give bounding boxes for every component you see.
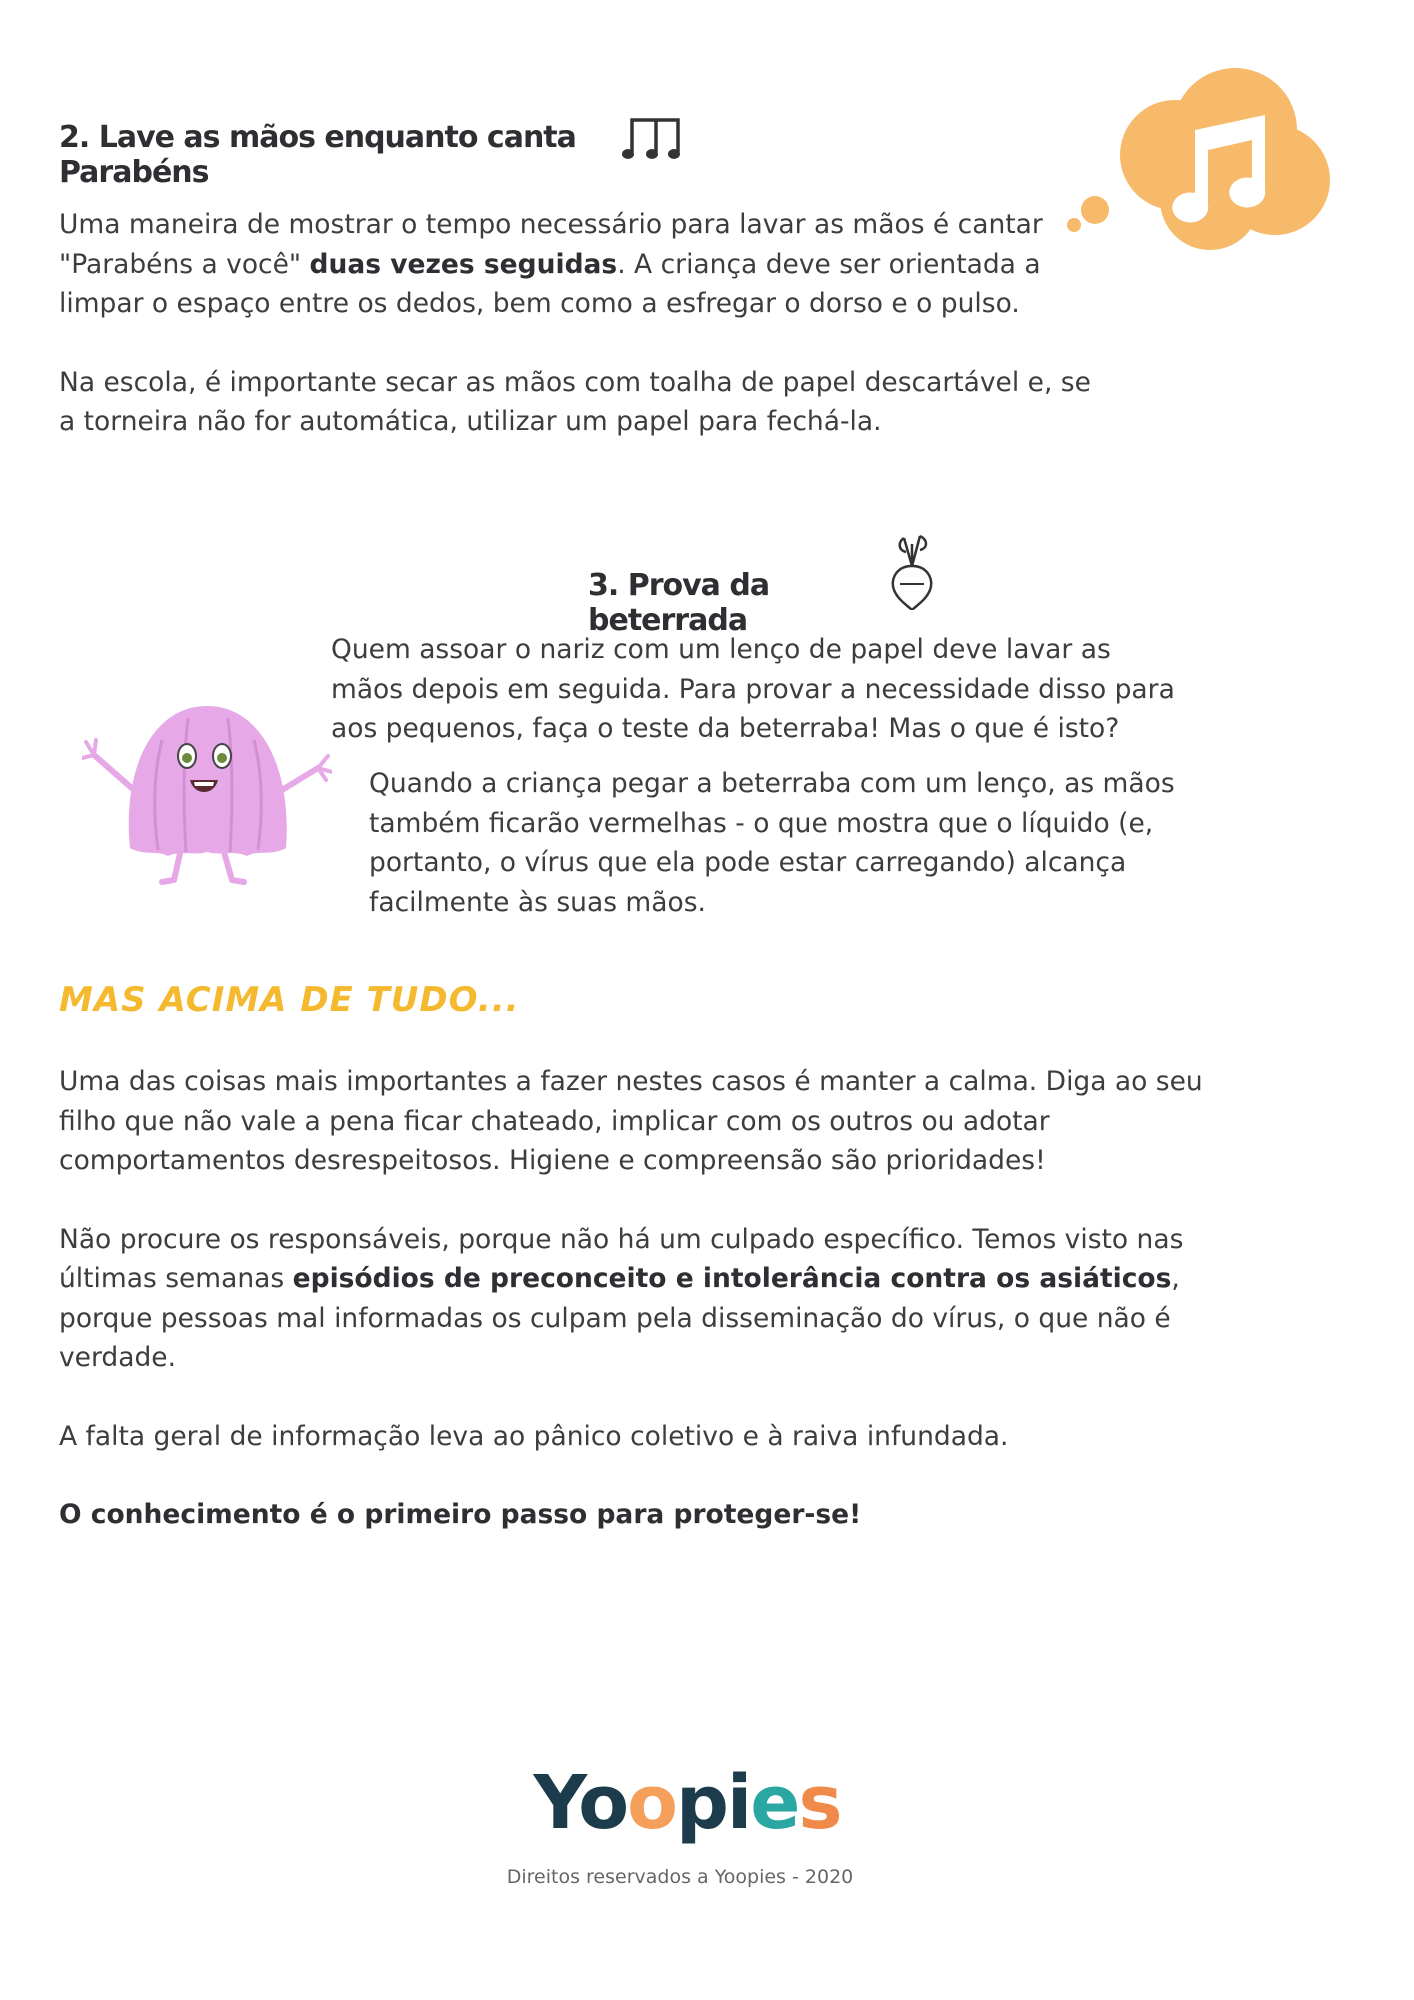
section4-paragraph-2: Não procure os responsáveis, porque não há um culpado específico. Temos visto nas últimas semanas episódios de preconceito e intolerância contra os asiáticos, porque pessoas mal informadas os culpam pela disseminação do vírus, o que não é verdade. <box>59 1223 1184 1373</box>
section3-paragraph-1: Quem assoar o nariz com um lenço de papel deve lavar as mãos depois em seguida. Para provar a necessidade disso para aos pequenos, faça o teste da beterraba! Mas o que é isto? <box>331 634 1175 744</box>
section4-paragraph-4: O conhecimento é o primeiro passo para proteger-se! <box>59 1499 862 1530</box>
section2-bold-text: duas vezes seguidas <box>309 248 618 280</box>
section4-body <box>59 1062 1219 1535</box>
yoopies-logo <box>532 1760 842 1846</box>
logo-wordmark: Yoopies <box>533 1760 841 1846</box>
section4-bold-text: episódios de preconceito e intolerância contra os asiáticos <box>292 1263 1172 1294</box>
section3-heading-text: 3. Prova da beterrada <box>588 568 770 638</box>
section4-heading-text: MAS ACIMA DE TUDO... <box>59 980 520 1020</box>
section2-paragraph-2: Na escola, é importante secar as mãos com toalha de papel descartável e, se a torneira não for automática, utilizar um papel para fechá-la. <box>59 366 1091 437</box>
section3-body-2 <box>369 764 1189 922</box>
section3-heading <box>588 568 908 638</box>
section2-heading <box>59 120 619 190</box>
section2-heading-text: 2. Lave as mãos enquanto canta Parabéns <box>59 120 576 190</box>
section4-paragraph-3: A falta geral de informação leva ao pânico coletivo e à raiva infundada. <box>59 1420 1009 1452</box>
section4-heading <box>59 980 579 1020</box>
section2-body <box>59 205 1119 442</box>
pink-jelly-mascot-icon <box>82 700 332 885</box>
section2-paragraph-1: Uma maneira de mostrar o tempo necessário para lavar as mãos é cantar "Parabéns a você" duas vezes seguidas. A criança deve ser orientada a limpar o espaço entre os dedos, bem como a esfregar o dorso e o pulso. <box>59 209 1043 319</box>
section3-paragraph-2: Quando a criança pegar a beterraba com um lenço, as mãos também ficarão vermelhas - o que mostra que o líquido (e, portanto, o vírus que ela pode estar carregando) alcança facilmente às suas mãos. <box>369 768 1175 918</box>
section4-paragraph-1: Uma das coisas mais importantes a fazer nestes casos é manter a calma. Diga ao seu filho que não vale a pena ficar chateado, implicar com os outros ou adotar comportamentos desrespeitosos. Higiene e compreensão são prioridades! <box>59 1066 1203 1176</box>
section3-body-1 <box>331 630 1191 749</box>
footer-copyright: Direitos reservados a Yoopies - 2020 <box>506 1866 854 1888</box>
beet-icon <box>886 532 938 610</box>
music-notes-icon <box>620 112 684 164</box>
